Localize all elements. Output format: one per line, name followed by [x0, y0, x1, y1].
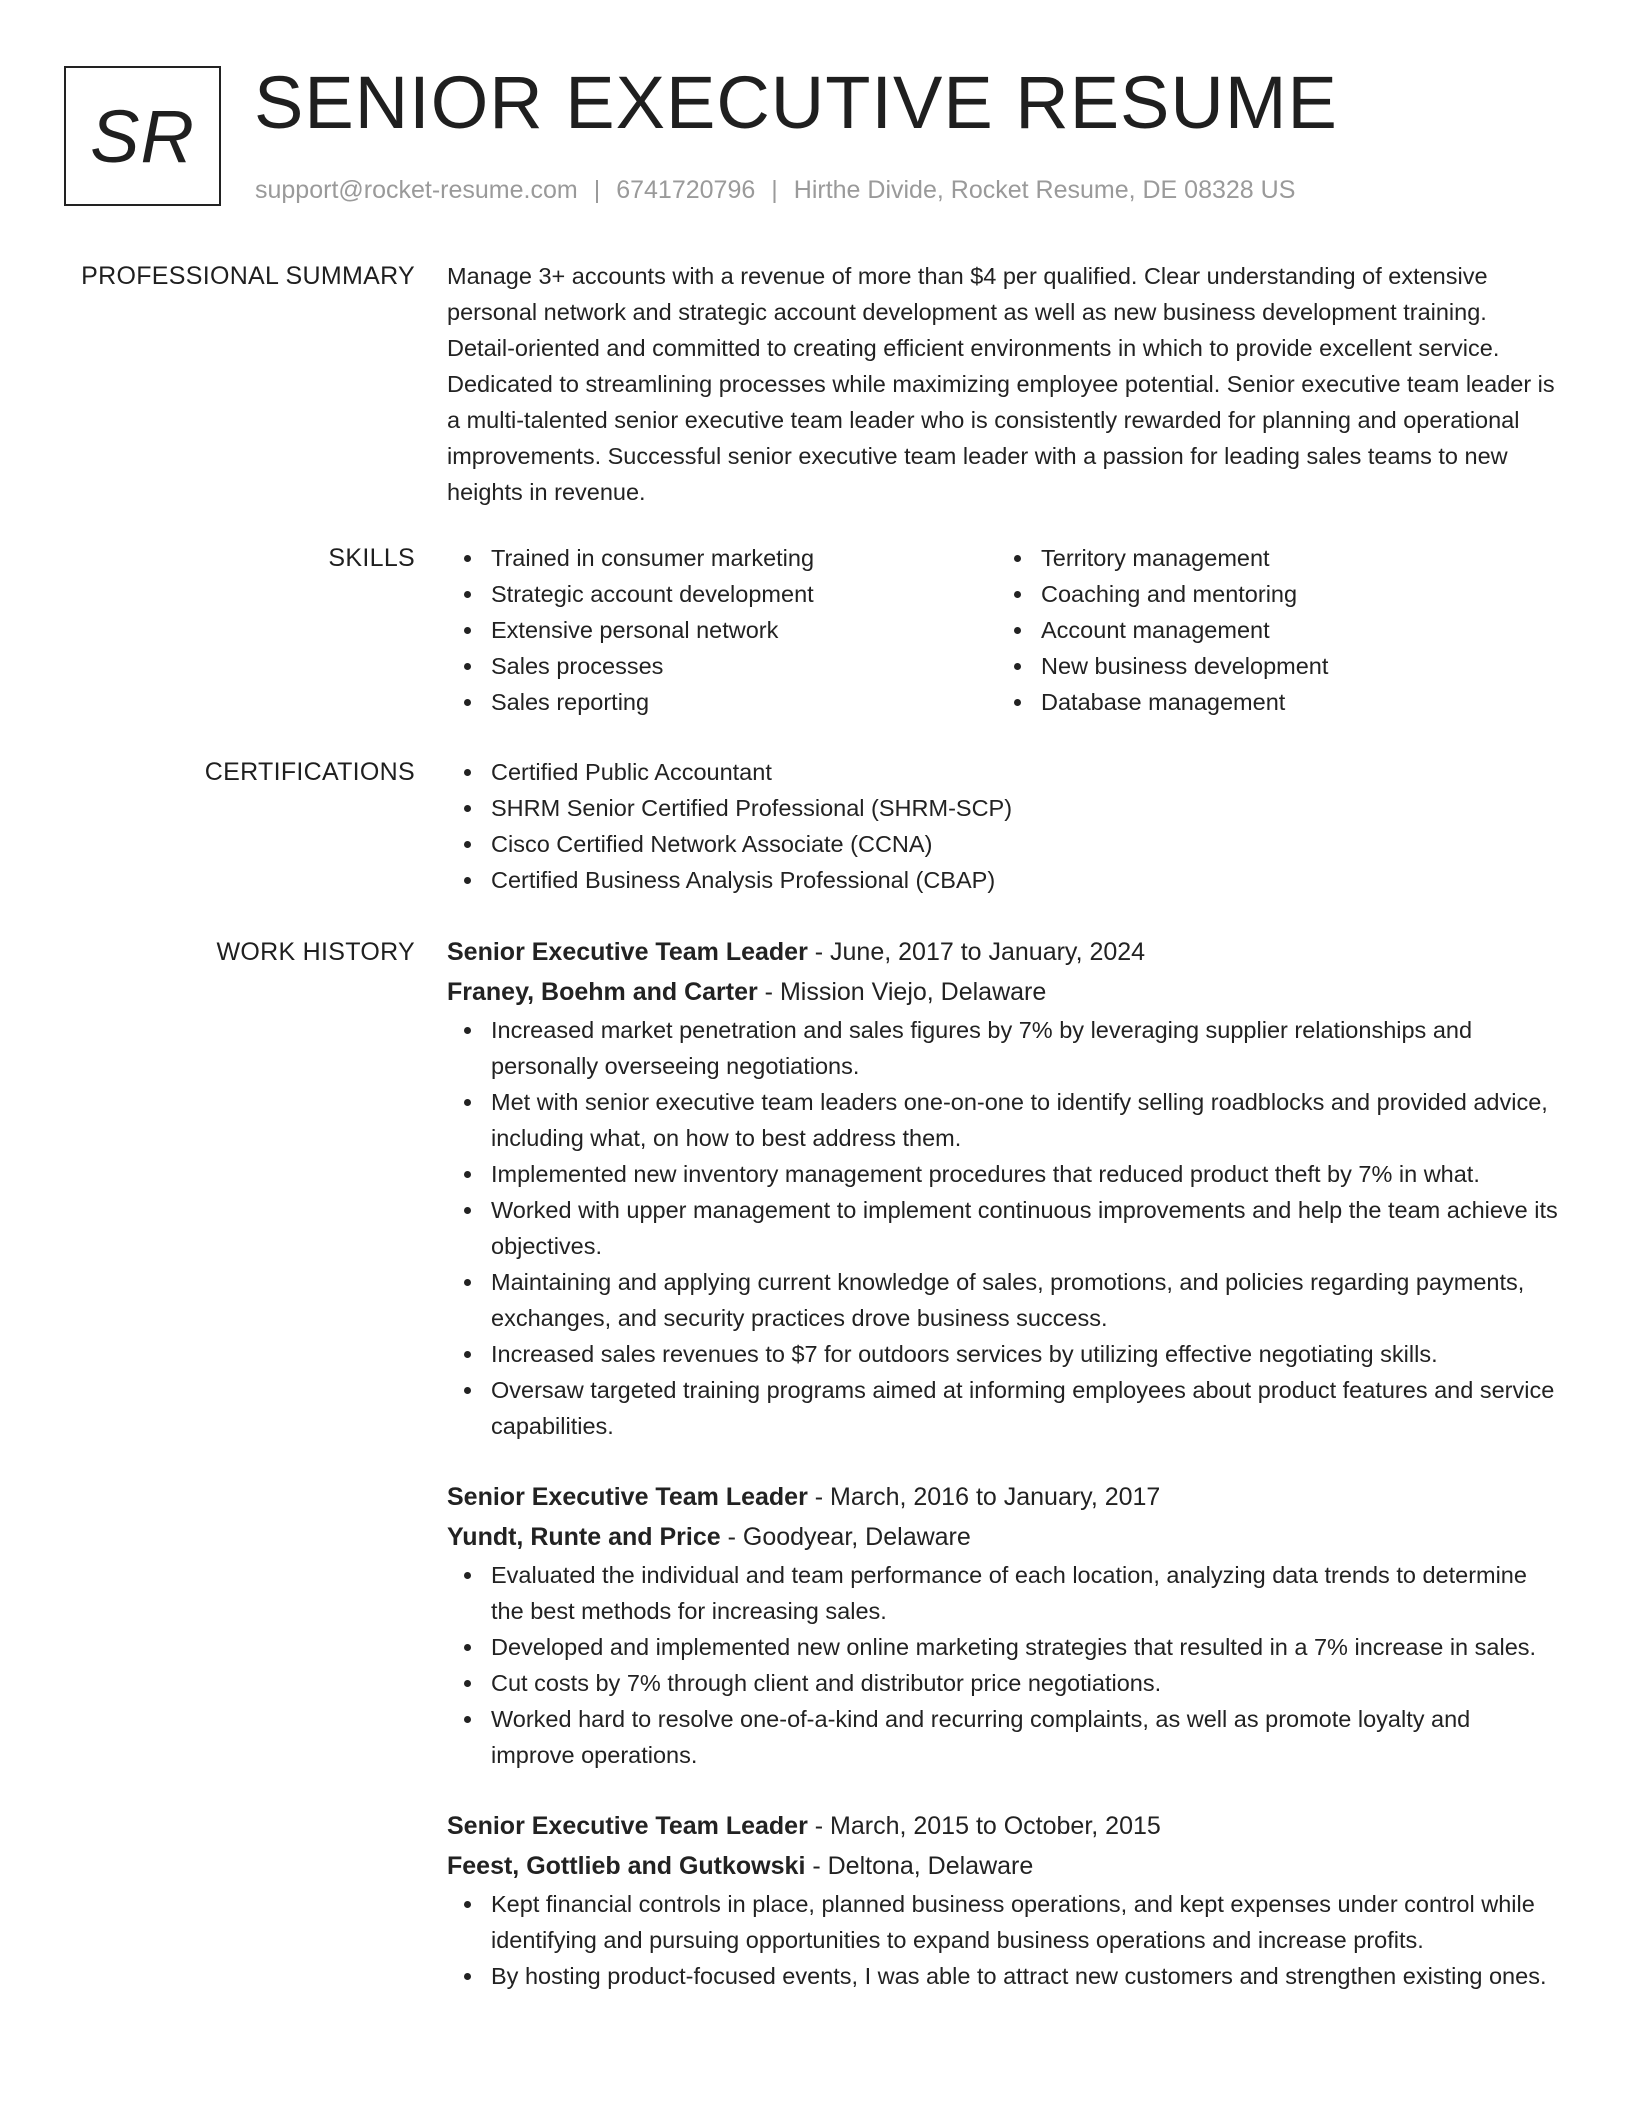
- job-bullet: Developed and implemented new online marketing strategies that resulted in a 7% increase in sales.: [447, 1629, 1559, 1665]
- job-bullet: Met with senior executive team leaders one-on-one to identify selling roadblocks and provided advice, including what, on how to best address them.: [447, 1084, 1559, 1156]
- certification-item: Certified Business Analysis Professional (CBAP): [447, 862, 1559, 898]
- job-company: Franey, Boehm and Carter: [447, 978, 758, 1006]
- job-bullet: Evaluated the individual and team performance of each location, analyzing data trends to determine the best methods for increasing sales.: [447, 1557, 1559, 1629]
- job-location: - Mission Viejo, Delaware: [757, 978, 1047, 1006]
- job-bullets: [447, 1886, 1559, 1994]
- job-title-line: [447, 1477, 1559, 1517]
- job-title: Senior Executive Team Leader: [447, 938, 808, 966]
- job-bullet: Increased market penetration and sales figures by 7% by leveraging supplier relationships and personally overseeing negotiations.: [447, 1012, 1559, 1084]
- skills-list-right: [997, 540, 1547, 720]
- job-bullet: Oversaw targeted training programs aimed at informing employees about product features and service capabilities.: [447, 1372, 1559, 1444]
- skill-item: Sales reporting: [447, 684, 997, 720]
- certification-item: SHRM Senior Certified Professional (SHRM-SCP): [447, 790, 1559, 826]
- job-bullets: [447, 1557, 1559, 1773]
- section-heading-skills: SKILLS: [328, 544, 415, 572]
- job-entry: [447, 1477, 1559, 1773]
- section-heading-summary: PROFESSIONAL SUMMARY: [81, 262, 415, 290]
- section-heading-work-history: WORK HISTORY: [216, 938, 415, 966]
- job-entry: [447, 932, 1559, 1444]
- skill-item: Extensive personal network: [447, 612, 997, 648]
- job-company-line: [447, 1846, 1559, 1886]
- contact-separator: |: [593, 176, 601, 204]
- job-location: - Deltona, Delaware: [805, 1852, 1034, 1880]
- job-bullet: Implemented new inventory management procedures that reduced product theft by 7% in what.: [447, 1156, 1559, 1192]
- job-title-line: [447, 1806, 1559, 1846]
- job-bullet: Maintaining and applying current knowledge of sales, promotions, and policies regarding payments, exchanges, and security practices drove business success.: [447, 1264, 1559, 1336]
- certifications-body: [447, 754, 1559, 898]
- job-dates: - March, 2016 to January, 2017: [807, 1483, 1161, 1511]
- certifications-list: [447, 754, 1559, 898]
- job-entry: [447, 1806, 1559, 1994]
- job-bullet: Kept financial controls in place, planned business operations, and kept expenses under control while identifying and pursuing opportunities to expand business operations and increase profits.: [447, 1886, 1559, 1958]
- skill-item: New business development: [997, 648, 1547, 684]
- contact-email: support@rocket-resume.com: [255, 176, 578, 204]
- job-title: Senior Executive Team Leader: [447, 1483, 808, 1511]
- job-company-line: [447, 1517, 1559, 1557]
- job-location: - Goodyear, Delaware: [720, 1523, 971, 1551]
- job-bullet: Cut costs by 7% through client and distributor price negotiations.: [447, 1665, 1559, 1701]
- job-company: Feest, Gottlieb and Gutkowski: [447, 1852, 806, 1880]
- job-bullets: [447, 1012, 1559, 1444]
- contact-separator: |: [771, 176, 778, 204]
- monogram-initials: SR: [90, 94, 195, 178]
- section-heading-certifications: CERTIFICATIONS: [204, 758, 415, 786]
- certification-item: Certified Public Accountant: [447, 754, 1559, 790]
- work-history-body: [447, 932, 1559, 2027]
- contact-line: [255, 174, 1295, 206]
- job-bullet: Increased sales revenues to $7 for outdoors services by utilizing effective negotiating skills.: [447, 1336, 1559, 1372]
- skills-body: [447, 540, 1559, 720]
- skill-item: Account management: [997, 612, 1547, 648]
- job-bullet: Worked hard to resolve one-of-a-kind and recurring complaints, as well as promote loyalty and improve operations.: [447, 1701, 1559, 1773]
- skill-item: Coaching and mentoring: [997, 576, 1547, 612]
- monogram-box: [64, 66, 221, 206]
- certification-item: Cisco Certified Network Associate (CCNA): [447, 826, 1559, 862]
- job-dates: - March, 2015 to October, 2015: [807, 1812, 1161, 1840]
- summary-text: Manage 3+ accounts with a revenue of more than $4 per qualified. Clear understanding of extensive personal network and strategic account development as well as new business development training. Detail-oriented and committed to creating efficient environments in which to provide excellent service. Dedicated to streamlining processes while maximizing employee potential. Senior executive team leader is a multi-talented senior executive team leader who is consistently rewarded for planning and operational improvements. Successful senior executive team leader with a passion for leading sales teams to new heights in revenue.: [447, 263, 1555, 505]
- job-title: Senior Executive Team Leader: [447, 1812, 808, 1840]
- skill-item: Strategic account development: [447, 576, 997, 612]
- resume-title: SENIOR EXECUTIVE RESUME: [254, 61, 1338, 144]
- skill-item: Database management: [997, 684, 1547, 720]
- job-company-line: [447, 972, 1559, 1012]
- job-bullet: By hosting product-focused events, I was able to attract new customers and strengthen existing ones.: [447, 1958, 1559, 1994]
- summary-body: [447, 258, 1559, 510]
- skills-list-left: [447, 540, 997, 720]
- contact-address: Hirthe Divide, Rocket Resume, DE 08328 US: [793, 176, 1296, 204]
- skill-item: Trained in consumer marketing: [447, 540, 997, 576]
- job-bullet: Worked with upper management to implement continuous improvements and help the team achieve its objectives.: [447, 1192, 1559, 1264]
- skill-item: Sales processes: [447, 648, 997, 684]
- skill-item: Territory management: [997, 540, 1547, 576]
- contact-phone: 6741720796: [616, 176, 756, 204]
- job-company: Yundt, Runte and Price: [447, 1523, 721, 1551]
- job-dates: - June, 2017 to January, 2024: [807, 938, 1146, 966]
- job-title-line: [447, 932, 1559, 972]
